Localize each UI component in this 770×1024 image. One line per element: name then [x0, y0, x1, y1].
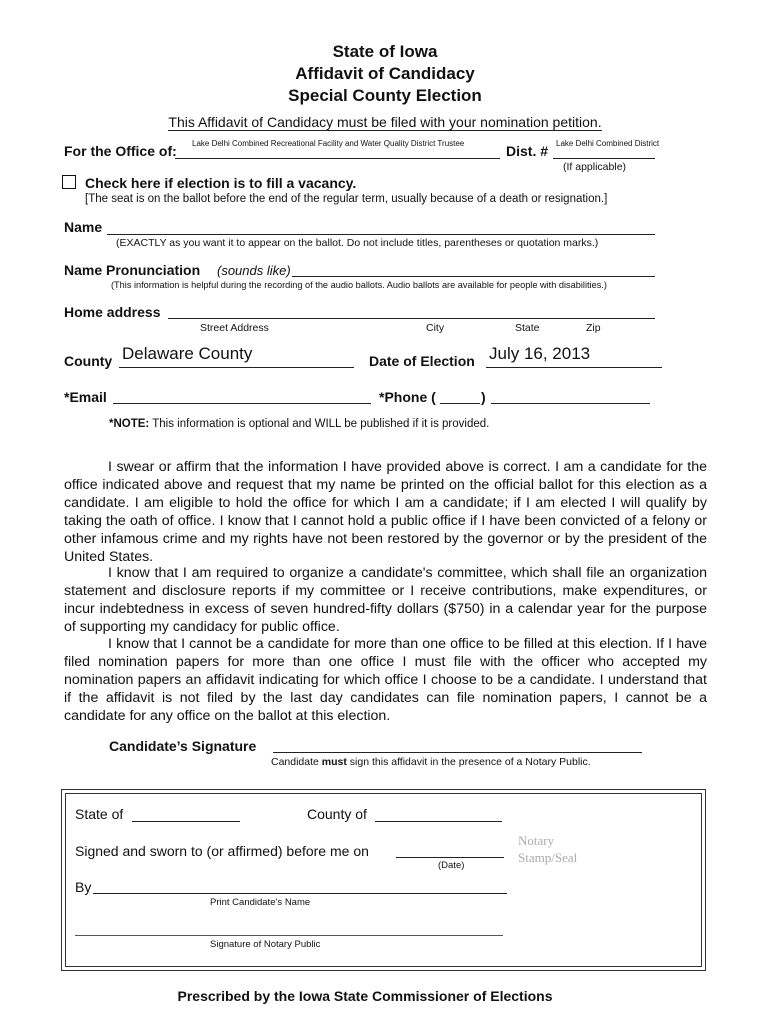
district-value[interactable]: Lake Delhi Combined District — [556, 139, 660, 148]
notary-signature-field[interactable] — [75, 935, 503, 936]
name-field[interactable] — [107, 234, 655, 235]
address-zip-label: Zip — [586, 322, 601, 334]
notary-sworn-label: Signed and sworn to (or affirmed) before me on — [75, 843, 369, 859]
vacancy-label: Check here if election is to fill a vacancy. — [85, 175, 357, 191]
candidate-signature-note: Candidate must sign this affidavit in the presence of a Notary Public. — [271, 756, 591, 768]
district-line — [553, 158, 655, 159]
name-note: (EXACTLY as you want it to appear on the ballot. Do not include titles, parentheses or quotation marks.) — [116, 237, 599, 249]
oath-paragraph-1: I swear or affirm that the information I have provided above is correct. I am a candidate for the office indicated above and request that my name be printed on the official ballot for this election as a candidate. I am eligible to hold the office for which I am a candidate; if I am elected I will qualify by taking the oath of office. I know that I cannot hold a public office if I have been convicted of a felony or other infamous crime and my rights have not been restored by the governor or by the president of the United States. — [64, 459, 707, 566]
election-date-label: Date of Election — [369, 353, 475, 369]
notary-seal-placeholder: Notary Stamp/Seal — [518, 833, 578, 865]
candidate-signature-label: Candidate’s Signature — [109, 738, 257, 754]
email-field[interactable] — [113, 403, 371, 404]
office-line — [175, 158, 500, 159]
address-street-label: Street Address — [200, 322, 269, 334]
election-date-line — [486, 367, 662, 368]
notary-print-name-label: Print Candidate’s Name — [210, 897, 311, 908]
phone-area-field[interactable] — [440, 403, 480, 404]
notary-inner-border — [65, 793, 702, 967]
notary-date-field[interactable] — [396, 857, 504, 858]
office-value[interactable]: Lake Delhi Combined Recreational Facility and Water Quality District Trustee — [192, 139, 465, 148]
pronunciation-sub: (sounds like) — [217, 263, 291, 278]
notary-date-note: (Date) — [438, 860, 465, 871]
phone-label: *Phone ( — [379, 389, 436, 405]
phone-close-paren: ) — [481, 389, 486, 405]
address-city-label: City — [426, 322, 445, 334]
address-state-label: State — [515, 322, 540, 334]
county-value[interactable]: Delaware County — [122, 344, 253, 363]
county-label: County — [64, 353, 113, 369]
vacancy-note: [The seat is on the ballot before the end of the regular term, usually because of a death or resignation.] — [85, 193, 608, 205]
district-label: Dist. # — [506, 143, 549, 159]
notary-county-field[interactable] — [375, 821, 502, 822]
notary-section — [61, 789, 706, 971]
filing-instruction: This Affidavit of Candidacy must be filed with your nomination petition. — [168, 114, 602, 130]
footer-prescribed: Prescribed by the Iowa State Commissioner of Elections — [177, 988, 553, 1004]
notary-state-field[interactable] — [132, 821, 240, 822]
oath-paragraph-3: I know that I cannot be a candidate for more than one office to be filled at this election. If I have filed nomination papers for more than one office I must file with the officer who accepted my nomination papers an affidavit indicating for which office I choose to be a candidate. I understand that if the affidavit is not filed by the last day candidates can file nomination papers, I cannot be a candidate for any office on the ballot at this election. — [64, 636, 707, 725]
office-label: For the Office of: — [64, 143, 177, 159]
address-label: Home address — [64, 304, 161, 320]
oath-paragraph-2: I know that I am required to organize a candidate's committee, which shall file an organization statement and disclosure reports if my committee or I receive contributions, make expenditures, or incur indebtedness in excess of seven hundred-fifty dollars ($750) in a calendar year for the purpose of supporting my candidacy for public office. — [64, 565, 707, 636]
notary-print-name-field[interactable] — [93, 893, 507, 894]
notary-by-label: By — [75, 879, 92, 895]
county-line — [119, 367, 354, 368]
vacancy-checkbox[interactable] — [62, 175, 76, 189]
contact-note: *NOTE: This information is optional and WILL be published if it is provided. — [109, 418, 490, 430]
election-date-value[interactable]: July 16, 2013 — [489, 344, 591, 363]
address-field[interactable] — [168, 318, 655, 319]
pronunciation-label: Name Pronunciation — [64, 262, 201, 278]
email-label: *Email — [64, 389, 107, 405]
form-title-affidavit: Affidavit of Candidacy — [295, 64, 475, 83]
candidate-signature-field[interactable] — [273, 752, 642, 753]
pronunciation-field[interactable] — [292, 276, 655, 277]
form-title-state: State of Iowa — [332, 42, 438, 61]
phone-number-field[interactable] — [491, 403, 650, 404]
name-label: Name — [64, 219, 103, 235]
form-title-election: Special County Election — [288, 86, 482, 105]
notary-county-label: County of — [307, 806, 367, 822]
pronunciation-note: (This information is helpful during the recording of the audio ballots. Audio ballots are available for people with disabilities.) — [111, 280, 607, 290]
notary-state-label: State of — [75, 806, 124, 822]
district-note: (If applicable) — [563, 161, 627, 173]
notary-signature-label: Signature of Notary Public — [210, 939, 321, 950]
